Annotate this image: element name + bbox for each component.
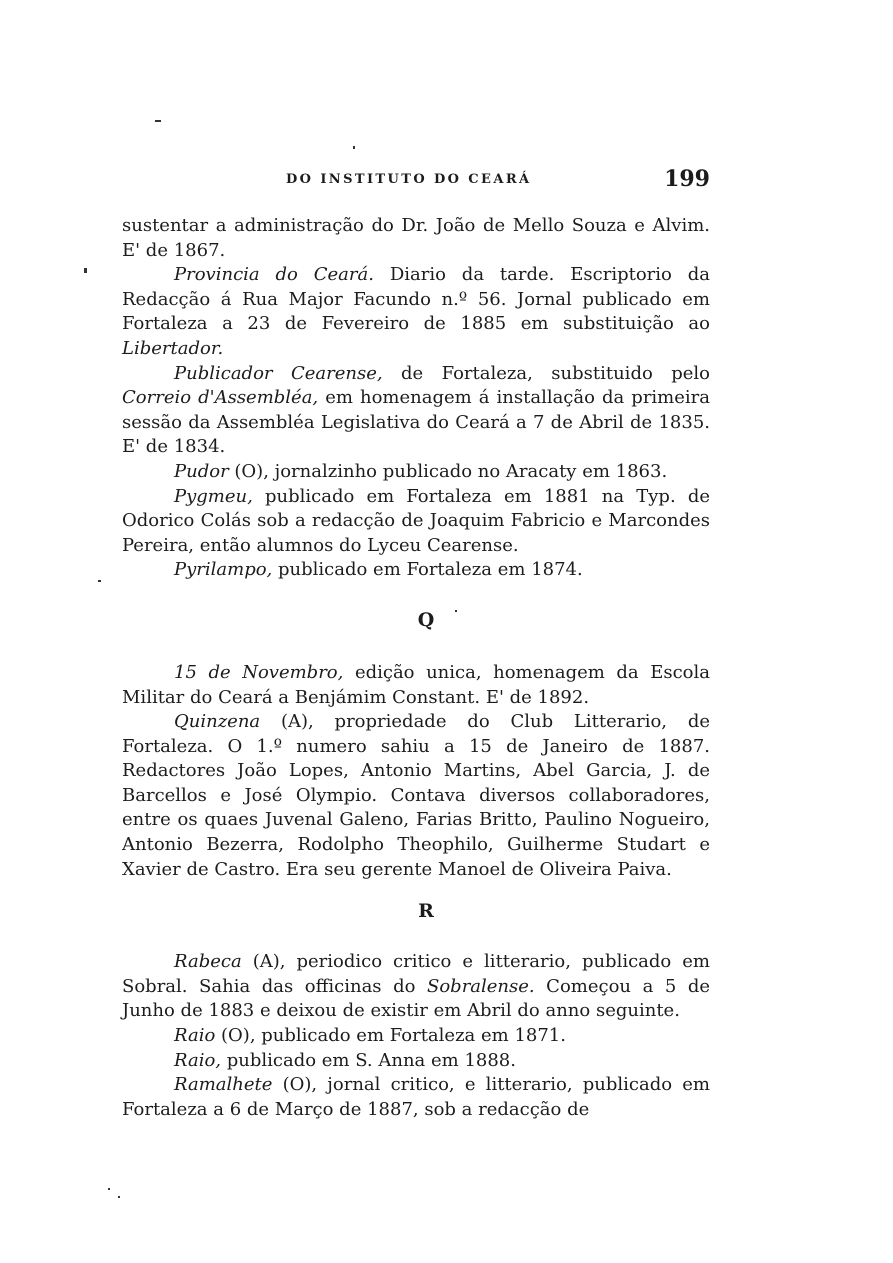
entry-raio-fortaleza [122, 1024, 710, 1049]
entry-quinzena [122, 710, 710, 882]
entry-text: (A), periodico critico e litterario, publicado em Sobral. Sahia das officinas do [122, 951, 710, 997]
section-heading-q: Q [417, 608, 435, 631]
scan-speck [455, 610, 457, 612]
entry-title: Raio, [174, 1049, 222, 1071]
entry-title: Pudor [174, 460, 229, 482]
page-header [286, 166, 710, 196]
entry-text: edição unica, homenagem da Escola Militar do Ceará a Benjámim Constant. E' de 1892. [122, 661, 711, 708]
entry-title: Rabeca [174, 951, 242, 973]
entry-title: Pyrilampo, [174, 559, 273, 581]
scan-speck [98, 580, 101, 582]
page-number: 199 [664, 166, 710, 192]
entry-pyrilampo [122, 558, 710, 583]
entry-text: Diario da tarde. Escriptorio da Redacção á Rua Major Facundo n.º 56. Jornal publicado em Fortaleza a 23 de Fevereiro de 1885 em substituição ao [122, 264, 710, 335]
entry-text: publicado em Fortaleza em 1874. [272, 559, 583, 581]
entry-title: Ramalhete [174, 1074, 273, 1096]
entry-provincia-do-ceara [122, 263, 710, 361]
entry-title: 15 de Novembro, [174, 661, 344, 683]
entry-title: Pygmeu, [174, 485, 253, 507]
entry-continued [122, 214, 710, 263]
scan-speck [353, 146, 355, 149]
running-title: DO INSTITUTO DO CEARÁ [286, 172, 532, 187]
entry-text: sustentar a administração do Dr. João de Mello Souza e Alvim. E' de 1867. [122, 215, 710, 261]
scan-speck [155, 120, 161, 122]
entry-title: Provincia do Ceará. [174, 264, 374, 286]
entry-text: Começou a 5 de Junho de 1883 e deixou de existir em Abril do anno seguinte. [122, 975, 711, 1022]
entry-text: publicado em S. Anna em 1888. [221, 1049, 516, 1071]
entry-ramalhete [122, 1073, 710, 1122]
scan-speck [84, 268, 87, 273]
entry-reference: Correio d'Assembléa, [122, 387, 319, 409]
section-heading-r: R [418, 900, 434, 923]
entry-text: de Fortaleza, substituido pelo [382, 362, 710, 384]
entry-title: Raio [174, 1025, 216, 1047]
entry-15-de-novembro [122, 661, 710, 710]
entry-pudor [122, 460, 710, 485]
entry-text: (A), propriedade do Club Litterario, de Fortaleza. O 1.º numero sahiu a 15 de Janeiro de 1887. Redactores João Lopes, Antonio Martins, Abel Garcia, J. de Barcellos e José Olympio. Contava diversos collaboradores, entre os quaes Juvenal Galeno, Farias Britto, Paulino Nogueiro, Antonio Bezerra, Rodolpho Theophilo, Guilherme Studart e Xavier de Castro. Era seu gerente Manoel de Oliveira Paiva. [122, 711, 710, 880]
page-body [122, 214, 710, 1122]
entry-reference: Libertador. [122, 337, 224, 359]
entry-text: (O), jornal critico, e litterario, publicado em Fortaleza a 6 de Março de 1887, sob a redacção de [122, 1074, 710, 1120]
entry-raio-s-anna [122, 1049, 710, 1074]
entry-rabeca [122, 950, 710, 1024]
scan-speck [118, 1196, 120, 1198]
entry-publicador-cearense [122, 362, 710, 460]
entry-pygmeu [122, 485, 710, 559]
entry-text: (O), publicado em Fortaleza em 1871. [215, 1025, 566, 1047]
entry-reference: Sobralense. [427, 975, 535, 997]
entry-title: Publicador Cearense, [174, 362, 383, 384]
entry-title: Quinzena [174, 711, 261, 733]
entry-text: publicado em Fortaleza em 1881 na Typ. de Odorico Colás sob a redacção de Joaquim Fabricio e Marcondes Pereira, então alumnos do Lyceu Cearense. [122, 485, 710, 556]
entry-text: em homenagem á installação da primeira sessão da Assembléa Legislativa do Ceará a 7 de Abril de 1835. E' de 1834. [122, 387, 710, 458]
scan-speck [108, 1188, 110, 1190]
entry-text: (O), jornalzinho publicado no Aracaty em 1863. [228, 460, 668, 482]
